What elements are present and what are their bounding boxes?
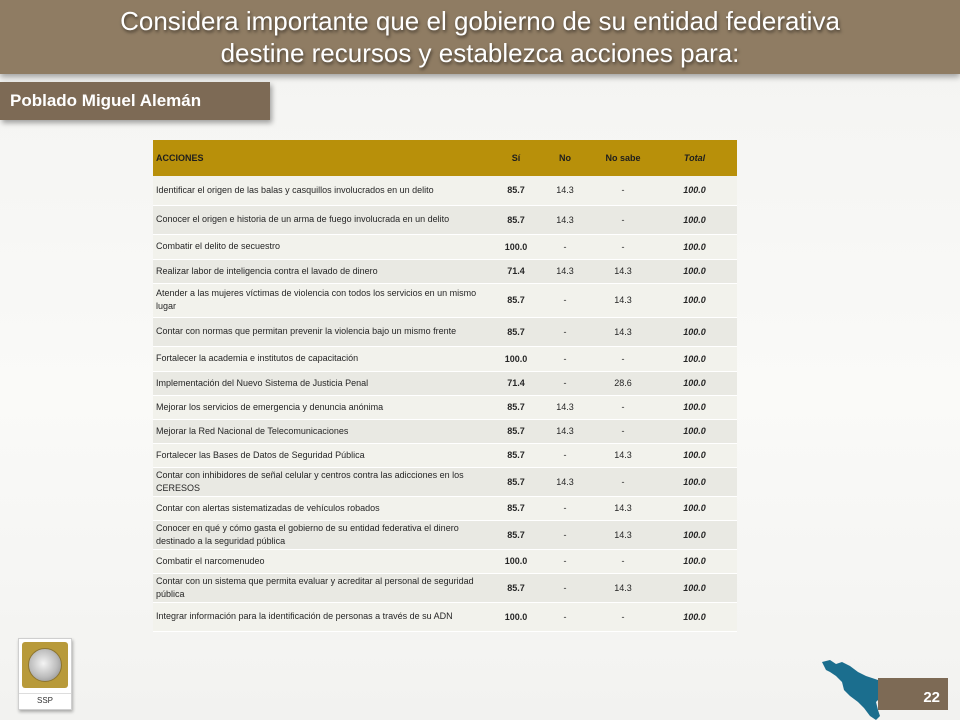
si-cell: 85.7	[496, 573, 536, 602]
table-row	[153, 317, 737, 346]
no-sabe-cell: 14.3	[594, 520, 652, 549]
no-cell: 14.3	[536, 467, 594, 496]
no-cell: -	[536, 443, 594, 467]
table-row	[153, 205, 737, 234]
no-cell: -	[536, 283, 594, 317]
no-cell: -	[536, 573, 594, 602]
table-row	[153, 395, 737, 419]
no-cell: -	[536, 317, 594, 346]
total-cell: 100.0	[652, 234, 737, 259]
si-cell: 100.0	[496, 346, 536, 371]
action-cell: Conocer el origen e historia de un arma de fuego involucrada en un delito	[153, 205, 496, 234]
total-cell: 100.0	[652, 549, 737, 573]
table-row	[153, 443, 737, 467]
table-row	[153, 520, 737, 549]
header-si: Sí	[496, 140, 536, 176]
header-acciones: ACCIONES	[153, 140, 496, 176]
no-sabe-cell: 14.3	[594, 573, 652, 602]
header-no-sabe: No sabe	[594, 140, 652, 176]
si-cell: 71.4	[496, 259, 536, 283]
total-cell: 100.0	[652, 259, 737, 283]
no-cell: -	[536, 520, 594, 549]
table-row	[153, 496, 737, 520]
no-sabe-cell: 14.3	[594, 283, 652, 317]
action-cell: Mejorar la Red Nacional de Telecomunicaciones	[153, 419, 496, 443]
si-cell: 85.7	[496, 395, 536, 419]
action-cell: Combatir el narcomenudeo	[153, 549, 496, 573]
total-cell: 100.0	[652, 467, 737, 496]
header-no: No	[536, 140, 594, 176]
total-cell: 100.0	[652, 496, 737, 520]
no-cell: -	[536, 496, 594, 520]
no-sabe-cell: -	[594, 419, 652, 443]
total-cell: 100.0	[652, 573, 737, 602]
actions-table	[153, 140, 737, 632]
table-row	[153, 176, 737, 205]
action-cell: Realizar labor de inteligencia contra el lavado de dinero	[153, 259, 496, 283]
si-cell: 85.7	[496, 176, 536, 205]
no-sabe-cell: 14.3	[594, 496, 652, 520]
page-number: 22	[878, 678, 948, 710]
no-cell: -	[536, 602, 594, 631]
si-cell: 100.0	[496, 602, 536, 631]
no-cell: -	[536, 234, 594, 259]
no-sabe-cell: 28.6	[594, 371, 652, 395]
location-label: Poblado Miguel Alemán	[0, 82, 270, 120]
total-cell: 100.0	[652, 443, 737, 467]
total-cell: 100.0	[652, 176, 737, 205]
table-row	[153, 549, 737, 573]
page-title	[0, 0, 960, 74]
si-cell: 100.0	[496, 549, 536, 573]
si-cell: 85.7	[496, 496, 536, 520]
header-total: Total	[652, 140, 737, 176]
action-cell: Identificar el origen de las balas y casquillos involucrados en un delito	[153, 176, 496, 205]
action-cell: Integrar información para la identificación de personas a través de su ADN	[153, 602, 496, 631]
no-sabe-cell: -	[594, 467, 652, 496]
total-cell: 100.0	[652, 205, 737, 234]
no-cell: 14.3	[536, 395, 594, 419]
si-cell: 85.7	[496, 283, 536, 317]
title-line-2: destine recursos y establezca acciones para:	[220, 38, 740, 68]
si-cell: 71.4	[496, 371, 536, 395]
total-cell: 100.0	[652, 520, 737, 549]
action-cell: Atender a las mujeres víctimas de violencia con todos los servicios en un mismo lugar	[153, 283, 496, 317]
action-cell: Contar con un sistema que permita evaluar y acreditar al personal de seguridad pública	[153, 573, 496, 602]
table-row	[153, 283, 737, 317]
table-row	[153, 573, 737, 602]
total-cell: 100.0	[652, 346, 737, 371]
table-row	[153, 234, 737, 259]
si-cell: 85.7	[496, 467, 536, 496]
table-row	[153, 419, 737, 443]
action-cell: Contar con alertas sistematizadas de vehículos robados	[153, 496, 496, 520]
no-cell: 14.3	[536, 205, 594, 234]
seal-icon	[28, 648, 62, 682]
action-cell: Implementación del Nuevo Sistema de Justicia Penal	[153, 371, 496, 395]
table-row	[153, 346, 737, 371]
table-header-row	[153, 140, 737, 176]
action-cell: Combatir el delito de secuestro	[153, 234, 496, 259]
logo-label: SSP	[19, 693, 71, 707]
no-sabe-cell: 14.3	[594, 259, 652, 283]
no-cell: 14.3	[536, 419, 594, 443]
action-cell: Mejorar los servicios de emergencia y denuncia anónima	[153, 395, 496, 419]
no-sabe-cell: -	[594, 395, 652, 419]
no-cell: 14.3	[536, 176, 594, 205]
table-row	[153, 371, 737, 395]
table-body	[153, 176, 737, 631]
table-row	[153, 467, 737, 496]
total-cell: 100.0	[652, 602, 737, 631]
no-cell: -	[536, 549, 594, 573]
si-cell: 85.7	[496, 443, 536, 467]
no-sabe-cell: -	[594, 602, 652, 631]
no-sabe-cell: -	[594, 205, 652, 234]
si-cell: 85.7	[496, 520, 536, 549]
total-cell: 100.0	[652, 283, 737, 317]
si-cell: 85.7	[496, 419, 536, 443]
total-cell: 100.0	[652, 419, 737, 443]
si-cell: 100.0	[496, 234, 536, 259]
no-cell: 14.3	[536, 259, 594, 283]
no-cell: -	[536, 346, 594, 371]
action-cell: Conocer en qué y cómo gasta el gobierno de su entidad federativa el dinero destinado a la seguridad pública	[153, 520, 496, 549]
no-cell: -	[536, 371, 594, 395]
total-cell: 100.0	[652, 395, 737, 419]
no-sabe-cell: -	[594, 346, 652, 371]
table-row	[153, 259, 737, 283]
total-cell: 100.0	[652, 371, 737, 395]
title-line-1: Considera importante que el gobierno de su entidad federativa	[120, 6, 840, 36]
no-sabe-cell: -	[594, 176, 652, 205]
action-cell: Contar con normas que permitan prevenir la violencia bajo un mismo frente	[153, 317, 496, 346]
action-cell: Contar con inhibidores de señal celular y centros contra las adicciones en los CERESOS	[153, 467, 496, 496]
emblem-icon	[22, 642, 68, 688]
actions-table-container	[153, 140, 737, 632]
si-cell: 85.7	[496, 205, 536, 234]
no-sabe-cell: 14.3	[594, 443, 652, 467]
si-cell: 85.7	[496, 317, 536, 346]
action-cell: Fortalecer la academia e institutos de capacitación	[153, 346, 496, 371]
total-cell: 100.0	[652, 317, 737, 346]
action-cell: Fortalecer las Bases de Datos de Seguridad Pública	[153, 443, 496, 467]
no-sabe-cell: -	[594, 549, 652, 573]
no-sabe-cell: 14.3	[594, 317, 652, 346]
no-sabe-cell: -	[594, 234, 652, 259]
table-row	[153, 602, 737, 631]
ssp-logo	[18, 638, 72, 710]
